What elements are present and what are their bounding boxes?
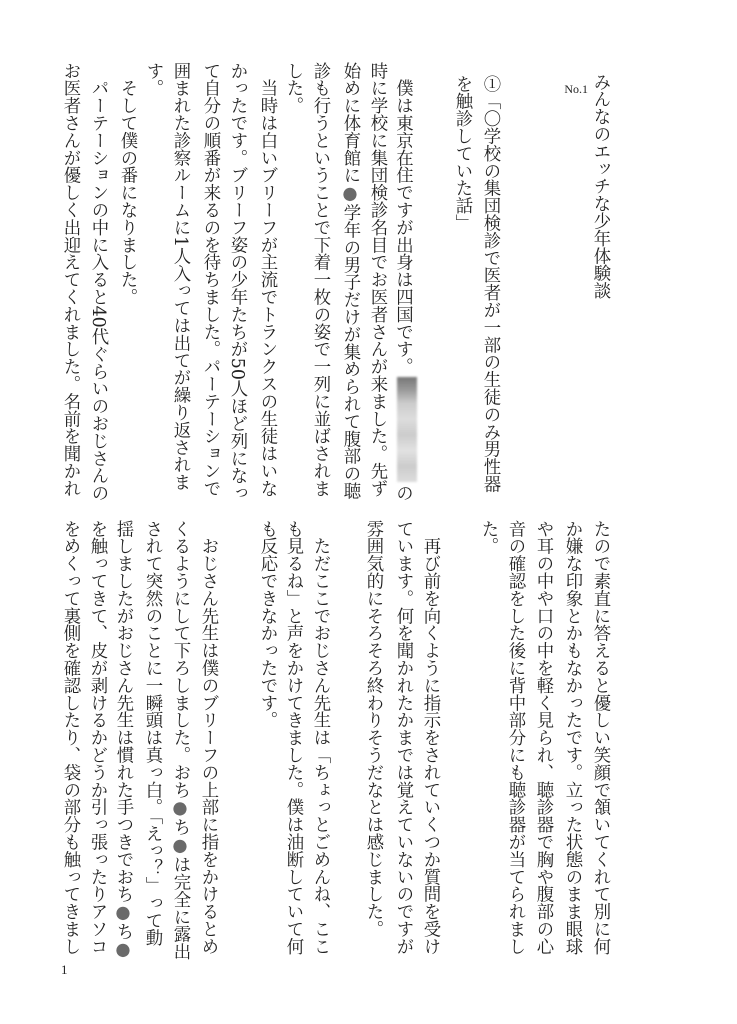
heading-line: ①「〇学校の集団検診で医者が一部の生徒のみ男性器 <box>480 75 500 493</box>
body-line: 音の確認をした後に背中部分にも聴診器が当てられまし <box>505 520 525 955</box>
body-line: 時に学校に集団検診名目でお医者さんが来ました。先ず <box>367 62 387 497</box>
body-line: おじさん先生は僕のブリーフの上部に指をかけるとめ <box>198 520 218 955</box>
body-line: を触ってきて、皮が剥けるかどうか引っ張ったりアソコ <box>87 520 107 955</box>
body-line: 囲まれた診察ルームに1人入っては出てが繰り返されま <box>170 62 190 491</box>
body-line: や耳の中や口の中を軽く見られ、聴診器で胸や腹部の心 <box>533 520 553 955</box>
body-line: 始めに体育館に●学年の男子だけが集められて腹部の聴 <box>340 62 360 500</box>
body-line: かったです。ブリーフ姿の少年たちが50人ほど列になっ <box>227 62 247 502</box>
body-line: 再び前を向くように指示をされていくつか質問を受け <box>420 520 440 955</box>
body-line: くるようにして下ろしました。おち●ち●は完全に露出 <box>170 520 190 961</box>
body-text: の <box>392 484 413 502</box>
body-line: か嫌な印象とかもなかったです。立った状態のまま眼球 <box>562 520 582 955</box>
page-number: 1 <box>61 962 68 977</box>
body-line: お医者さんが優しく出迎えてくれました。名前を聞かれ <box>60 62 80 497</box>
body-line: されて突然のことに一瞬頭は真っ白。「えっ？」って動 <box>142 520 162 947</box>
pixelated-redaction <box>397 377 417 482</box>
censor-dot: ● <box>170 835 190 856</box>
body-line: も反応できなかったです。 <box>257 520 277 729</box>
body-line: 雰囲気的にそろそろ終わりそうだなとは感じました。 <box>363 520 383 938</box>
body-line: て自分の順番が来るのを待ちました。パーテーションで <box>200 62 220 497</box>
body-text: 僕は東京在住ですが出身は四国です。 <box>392 62 413 376</box>
body-line: も見るね」と声をかけてきました。僕は油断していて何 <box>283 520 303 955</box>
body-line: した。 <box>283 62 303 115</box>
body-line: ています。何を聞かれたかまでは覚えていないのですが <box>393 520 413 955</box>
body-line: 当時は白いブリーフが主流でトランクスの生徒はいな <box>257 62 277 497</box>
censor-dot: ● <box>340 183 360 204</box>
censor-dot: ● <box>113 940 133 961</box>
body-line: パーテーションの中に入ると40代ぐらいのおじさんの <box>88 62 108 502</box>
censor-dot: ● <box>113 902 133 923</box>
body-line: た。 <box>478 520 498 555</box>
body-line: 診も行うということで下着一枚の姿で一列に並ばされま <box>310 62 330 497</box>
heading-line: を触診していた話」 <box>452 75 472 232</box>
title-column <box>564 73 612 300</box>
title-number: No.1 <box>564 82 588 96</box>
body-line: そして僕の番になりました。 <box>117 62 137 306</box>
body-line: す。 <box>143 62 163 97</box>
censor-dot: ● <box>170 798 190 819</box>
body-line: 揺しましたがおじさん先生は慣れた手つきでおち●ち● <box>113 520 133 961</box>
body-line <box>393 62 417 502</box>
body-line: をめくって裏側を確認したり、袋の部分も触ってきまし <box>60 520 80 955</box>
body-line: ただここでおじさん先生は「ちょっとごめんね、ここ <box>310 520 330 955</box>
page-title: みんなのエッチな少年体験談 <box>590 73 610 300</box>
body-line: たので素直に答えると優しい笑顔で頷いてくれて別に何 <box>590 520 610 955</box>
